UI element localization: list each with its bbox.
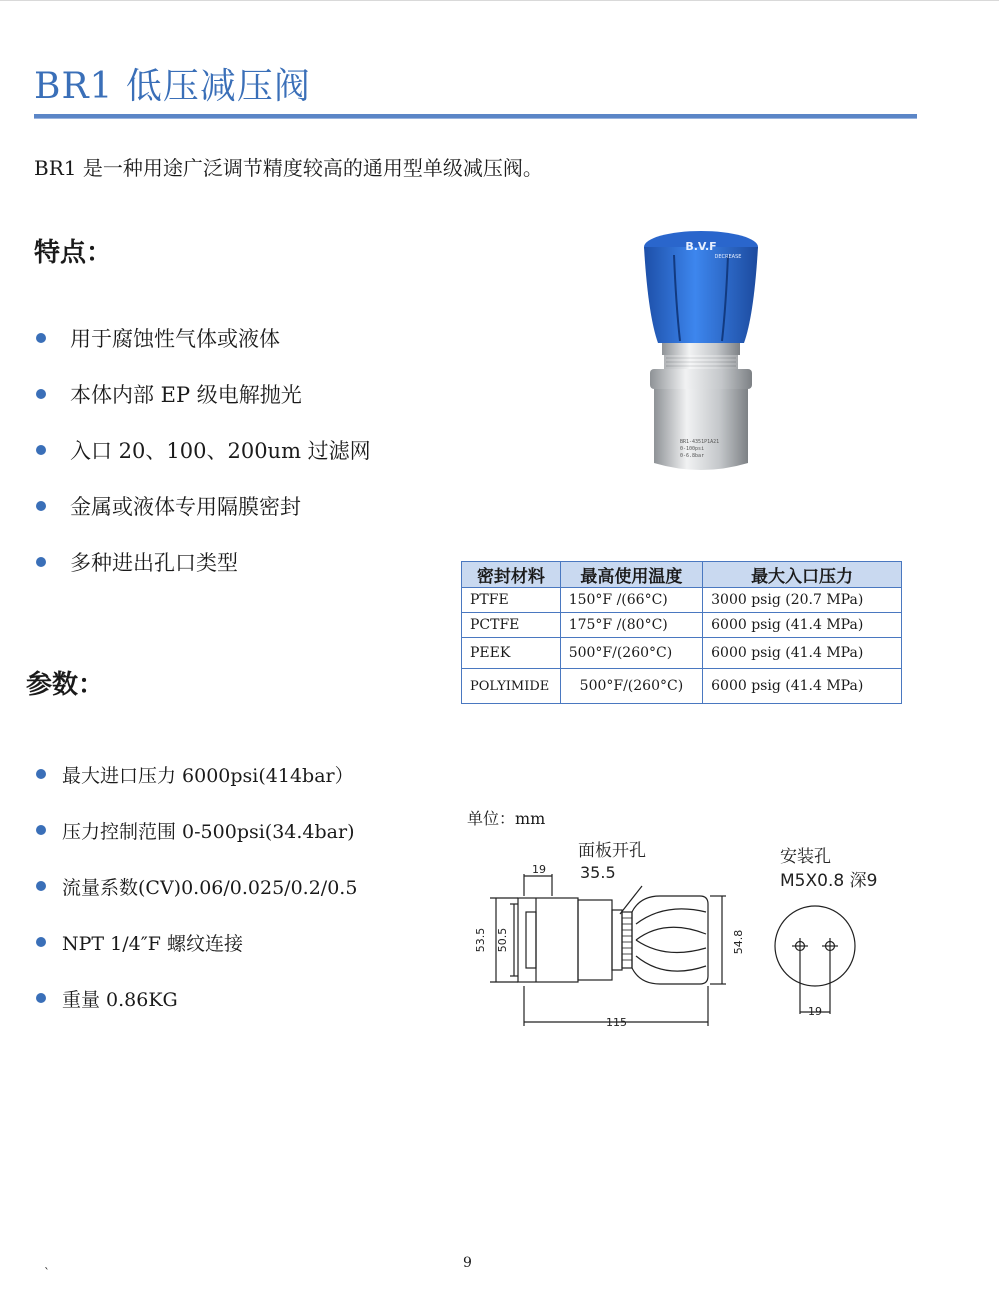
seal-material-table bbox=[461, 561, 902, 704]
panel-hole-value: 35.5 bbox=[580, 863, 616, 882]
page-number: 9 bbox=[463, 1255, 472, 1271]
footer-mark: ` bbox=[44, 1266, 50, 1280]
regulator-photo bbox=[636, 225, 766, 480]
table-row: PEEK 500°F/(260°C) 6000 psig (41.4 MPa) bbox=[462, 638, 902, 669]
table-header-row bbox=[462, 562, 902, 588]
dim-50-5: 50.5 bbox=[496, 927, 509, 953]
bullet-icon bbox=[36, 937, 46, 947]
list-item: 用于腐蚀性气体或液体 bbox=[36, 310, 371, 366]
knob-brand-text: B.V.F bbox=[685, 240, 717, 253]
unit-label: 单位：mm bbox=[467, 809, 546, 828]
table-header: 最高使用温度 bbox=[560, 562, 702, 588]
list-item: 金属或液体专用隔膜密封 bbox=[36, 478, 371, 534]
mount-hole-spec: M5X0.8 深9 bbox=[780, 871, 878, 891]
bullet-icon bbox=[36, 501, 46, 511]
knob-decrease-text: DECREASE bbox=[714, 254, 742, 260]
table-row: POLYIMIDE 500°F/(260°C) 6000 psig (41.4 MPa) bbox=[462, 669, 902, 704]
body-label-1: BR1-4351P1A21 bbox=[680, 439, 720, 445]
bullet-icon bbox=[36, 825, 46, 835]
dim-19-side: 19 bbox=[808, 1005, 822, 1018]
dim-115: 115 bbox=[606, 1016, 627, 1029]
list-item: NPT 1/4″F 螺纹连接 bbox=[36, 914, 357, 970]
table-row: PCTFE 175°F /(80°C) 6000 psig (41.4 MPa) bbox=[462, 613, 902, 638]
dim-19-top: 19 bbox=[532, 863, 546, 876]
list-item: 重量 0.86KG bbox=[36, 970, 357, 1026]
features-list bbox=[36, 310, 371, 590]
list-item: 压力控制范围 0-500psi(34.4bar) bbox=[36, 802, 357, 858]
body-label-3: 0-6.8bar bbox=[680, 453, 705, 459]
params-heading: 参数： bbox=[26, 670, 105, 700]
bullet-icon bbox=[36, 557, 46, 567]
table-row: PTFE 150°F /(66°C) 3000 psig (20.7 MPa) bbox=[462, 588, 902, 613]
bullet-icon bbox=[36, 389, 46, 399]
mount-hole-label: 安装孔 bbox=[780, 847, 831, 867]
list-item: 入口 20、100、200um 过滤网 bbox=[36, 422, 371, 478]
bullet-icon bbox=[36, 993, 46, 1003]
intro-text: BR1 是一种用途广泛调节精度较高的通用型单级减压阀。 bbox=[34, 156, 543, 180]
bullet-icon bbox=[36, 333, 46, 343]
bullet-icon bbox=[36, 769, 46, 779]
page-title: BR1 低压减压阀 bbox=[34, 66, 311, 107]
bullet-icon bbox=[36, 445, 46, 455]
list-item: 最大进口压力 6000psi(414bar） bbox=[36, 746, 357, 802]
title-underline bbox=[34, 114, 917, 119]
dimension-drawing bbox=[460, 800, 920, 1040]
bullet-icon bbox=[36, 881, 46, 891]
list-item: 流量系数(CV)0.06/0.025/0.2/0.5 bbox=[36, 858, 357, 914]
table-header: 密封材料 bbox=[462, 562, 561, 588]
table-header: 最大入口压力 bbox=[703, 562, 902, 588]
features-heading: 特点： bbox=[34, 238, 113, 268]
list-item: 多种进出孔口类型 bbox=[36, 534, 371, 590]
params-list bbox=[36, 746, 357, 1026]
panel-hole-label: 面板开孔 bbox=[578, 841, 646, 861]
list-item: 本体内部 EP 级电解抛光 bbox=[36, 366, 371, 422]
dim-53-5: 53.5 bbox=[474, 927, 487, 953]
dim-54-8: 54.8 bbox=[732, 929, 745, 955]
body-label-2: 0-100psi bbox=[680, 446, 705, 452]
top-border bbox=[0, 0, 999, 1]
